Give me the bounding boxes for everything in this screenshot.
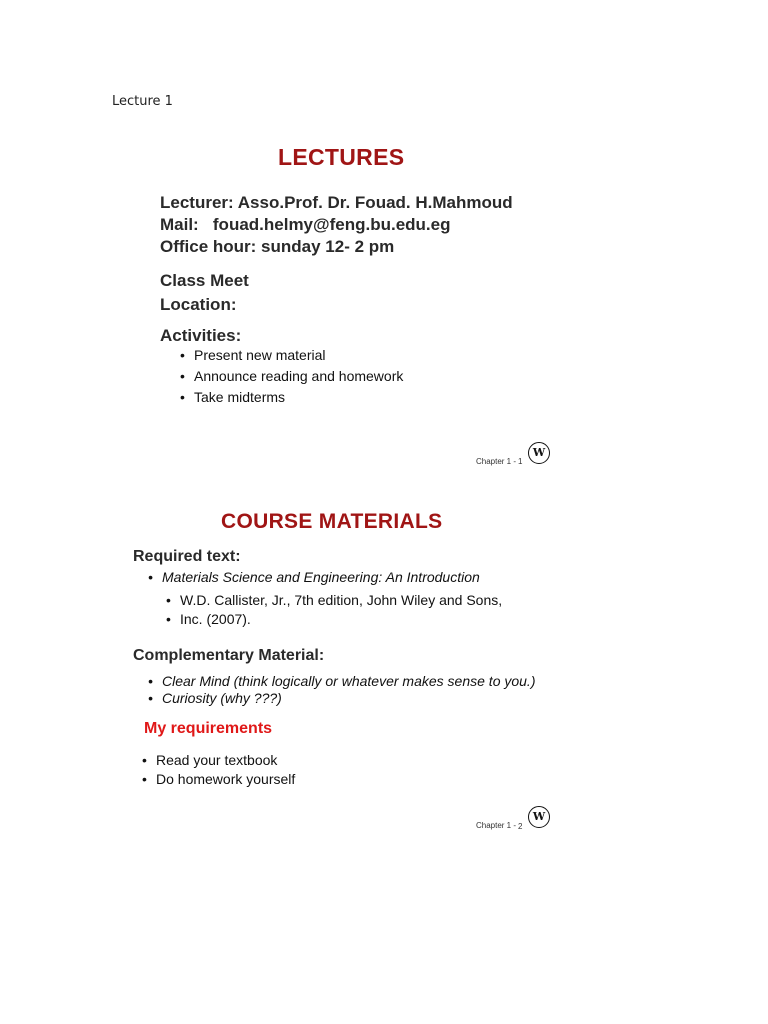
class-meet-line: Class Meet xyxy=(160,271,249,290)
activity-item: • Announce reading and homework xyxy=(180,368,403,384)
mail-line: Mail: fouad.helmy@feng.bu.edu.eg xyxy=(160,215,451,234)
publisher-logo-icon: W xyxy=(528,442,550,464)
requirement-item: • Read your textbook xyxy=(142,752,277,768)
book-detail: • W.D. Callister, Jr., 7th edition, John Wiley and Sons, xyxy=(166,592,502,608)
slide2-footer-number: 2 xyxy=(518,822,523,831)
complementary-item: • Curiosity (why ???) xyxy=(148,690,282,706)
complementary-heading: Complementary Material: xyxy=(133,647,325,664)
required-text-heading: Required text: xyxy=(133,548,241,565)
my-requirements-heading: My requirements xyxy=(144,720,273,737)
book-detail: • Inc. (2007). xyxy=(166,611,251,627)
slide1-footer-number: 1 xyxy=(518,457,523,466)
page-header-label: Lecture 1 xyxy=(112,94,173,109)
publisher-logo-icon: W xyxy=(528,806,550,828)
activities-heading: Activities: xyxy=(160,326,242,345)
activity-item: • Take midterms xyxy=(180,389,285,405)
slide1-footer-chapter: Chapter 1 - xyxy=(476,457,517,466)
slide1-title: LECTURES xyxy=(278,144,405,170)
book-title: • Materials Science and Engineering: An Introduction xyxy=(148,569,480,585)
slide2-footer-chapter: Chapter 1 - xyxy=(476,821,517,830)
complementary-item: • Clear Mind (think logically or whatever makes sense to you.) xyxy=(148,673,536,689)
office-hour-line: Office hour: sunday 12- 2 pm xyxy=(160,237,395,256)
lecturer-line: Lecturer: Asso.Prof. Dr. Fouad. H.Mahmoud xyxy=(160,193,513,212)
location-line: Location: xyxy=(160,295,237,314)
requirement-item: • Do homework yourself xyxy=(142,771,295,787)
slide2-title: COURSE MATERIALS xyxy=(221,510,443,533)
activity-item: • Present new material xyxy=(180,347,326,363)
